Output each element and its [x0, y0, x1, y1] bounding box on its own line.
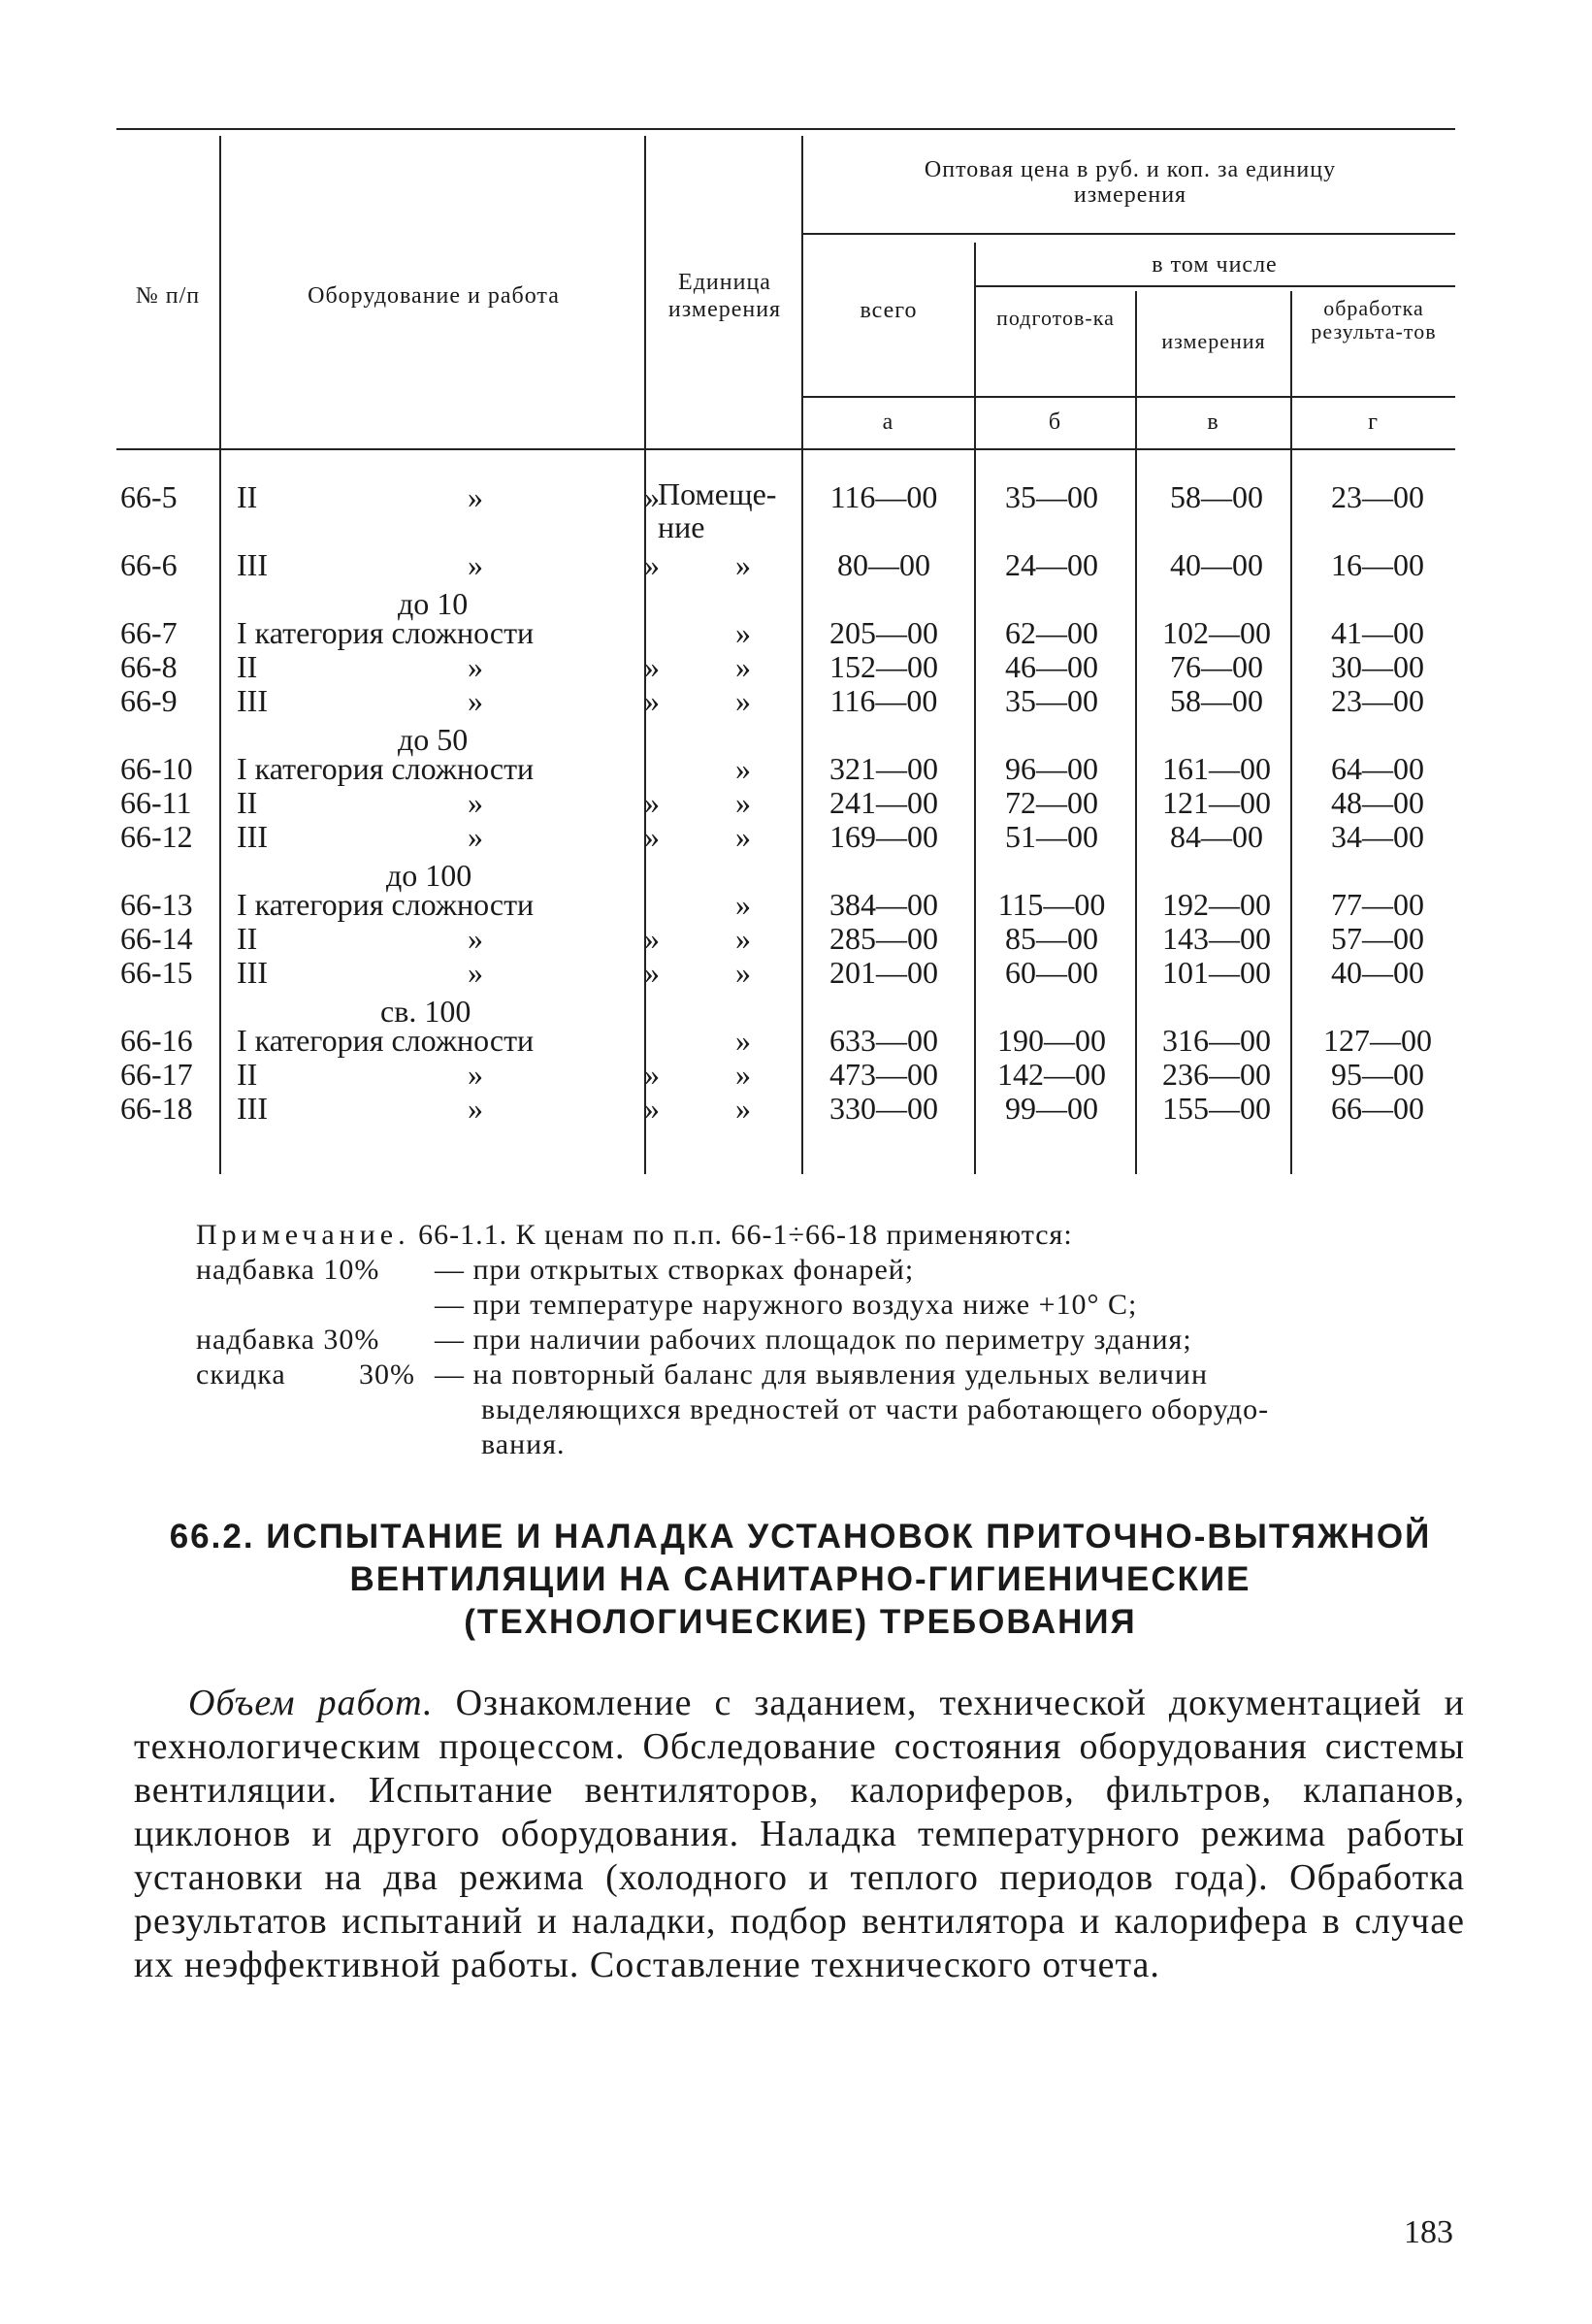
row-category: I категория сложности: [237, 1023, 535, 1058]
row-num: 66-16: [120, 1023, 193, 1058]
price-measure: 101—00: [1162, 955, 1271, 990]
heading-line: (ТЕХНОЛОГИЧЕСКИЕ) ТРЕБОВАНИЯ: [464, 1603, 1137, 1641]
note-line: [196, 1323, 1486, 1358]
ditto-mark: »: [644, 479, 660, 514]
price-measure: 192—00: [1162, 887, 1271, 922]
ditto-mark: »: [468, 955, 483, 990]
group-heading: до 10: [398, 586, 469, 621]
row-num: 66-7: [120, 615, 178, 650]
note-line: [196, 1288, 1486, 1323]
price-measure: 316—00: [1162, 1023, 1271, 1058]
ditto-mark: »: [468, 683, 483, 718]
row-num: 66-8: [120, 649, 178, 684]
price-prep: 51—00: [1005, 819, 1098, 854]
unit-cell: »: [735, 751, 751, 786]
price-processing: 23—00: [1331, 479, 1424, 514]
header-prep: подготов-ка: [996, 306, 1115, 330]
ditto-mark: »: [644, 547, 660, 582]
note-text: — при наличии рабочих площадок по периметру здания;: [435, 1324, 1192, 1356]
price-measure: 155—00: [1162, 1091, 1271, 1126]
row-num: 66-9: [120, 683, 178, 718]
price-total: 201—00: [829, 955, 938, 990]
row-num: 66-11: [120, 785, 192, 820]
price-prep: 60—00: [1005, 955, 1098, 990]
price-processing: 41—00: [1331, 615, 1424, 650]
price-total: 285—00: [829, 921, 938, 956]
category-text: III: [237, 547, 268, 582]
note-label: надбавка 30%: [196, 1324, 380, 1356]
group-heading: св. 100: [380, 994, 471, 1029]
price-measure: 143—00: [1162, 921, 1271, 956]
header-including: в том числе: [1152, 252, 1278, 278]
table-row: [116, 1091, 1455, 1126]
table-row: [116, 1057, 1455, 1092]
price-processing: 66—00: [1331, 1091, 1424, 1126]
note-text: выделяющихся вредностей от части работающего оборудо-: [481, 1393, 1270, 1425]
ditto-mark: »: [468, 479, 483, 514]
price-measure: 102—00: [1162, 615, 1271, 650]
price-processing: 48—00: [1331, 785, 1424, 820]
price-processing: 34—00: [1331, 819, 1424, 854]
unit-cell: »: [735, 887, 751, 922]
row-category: I категория сложности: [237, 887, 535, 922]
price-prep: 142—00: [997, 1057, 1106, 1092]
price-measure: 76—00: [1170, 649, 1263, 684]
table-row: [116, 751, 1455, 786]
unit-cell: »: [735, 785, 751, 820]
category-text: III: [237, 683, 268, 718]
row-num: 66-14: [120, 921, 193, 956]
ditto-mark: »: [468, 819, 483, 854]
ditto-mark: »: [468, 649, 483, 684]
note-label: надбавка 10%: [196, 1254, 380, 1286]
header-letter: б: [1048, 409, 1061, 435]
price-processing: 23—00: [1331, 683, 1424, 718]
row-category: I категория сложности: [237, 751, 535, 786]
ditto-mark: »: [468, 547, 483, 582]
table-row: [116, 479, 1455, 514]
note-text: — при открытых створках фонарей;: [435, 1254, 915, 1286]
header-bottom-rule: [116, 448, 1455, 450]
ditto-mark: »: [644, 683, 660, 718]
price-total: 384—00: [829, 887, 938, 922]
ditto-mark: »: [644, 1057, 660, 1092]
table-row: [116, 683, 1455, 718]
ditto-mark: »: [468, 1091, 483, 1126]
note-label: скидка: [196, 1358, 286, 1391]
price-total: 633—00: [829, 1023, 938, 1058]
price-processing: 57—00: [1331, 921, 1424, 956]
category-text: III: [237, 819, 268, 854]
table-row: [116, 955, 1455, 990]
table-row: [116, 547, 1455, 582]
price-total: 330—00: [829, 1091, 938, 1126]
table-row: [116, 921, 1455, 956]
price-total: 473—00: [829, 1057, 938, 1092]
price-total: 152—00: [829, 649, 938, 684]
body-text: Ознакомление с заданием, технической документацией и технологическим процессом. Обследование состояния оборудования системы вентиляции. Испытание вентиляторов, калориферов, фильтров, клапанов, циклонов и другого оборудования. Наладка температурного режима работы установки на два режима (холодного и теплого периодов года). Обработка результатов испытаний и наладки, подбор вентилятора и калорифера в случае их неэффективной работы. Составление технического отчета.: [134, 1683, 1465, 1985]
price-total: 169—00: [829, 819, 938, 854]
row-num: 66-13: [120, 887, 193, 922]
row-num: 66-17: [120, 1057, 193, 1092]
header-letter: г: [1368, 409, 1378, 435]
row-category: I категория сложности: [237, 615, 535, 650]
price-processing: 16—00: [1331, 547, 1424, 582]
price-prep: 96—00: [1005, 751, 1098, 786]
price-prep: 99—00: [1005, 1091, 1098, 1126]
price-prep: 62—00: [1005, 615, 1098, 650]
section-heading: [146, 1516, 1455, 1644]
row-num: 66-18: [120, 1091, 193, 1126]
price-prep: 35—00: [1005, 479, 1098, 514]
note-intro: 66-1.1. К ценам по п.п. 66-1÷66-18 применяются:: [418, 1219, 1073, 1251]
price-total: 241—00: [829, 785, 938, 820]
unit-cell: »: [735, 649, 751, 684]
price-prep: 24—00: [1005, 547, 1098, 582]
price-processing: 30—00: [1331, 649, 1424, 684]
header-num: № п/п: [135, 283, 201, 309]
unit-cell: »: [735, 1091, 751, 1126]
header-total: всего: [860, 298, 918, 323]
price-measure: 161—00: [1162, 751, 1271, 786]
table-row: [116, 1023, 1455, 1058]
price-total: 116—00: [829, 479, 938, 514]
unit-cell: »: [735, 921, 751, 956]
row-num: 66-15: [120, 955, 193, 990]
header-equipment: Оборудование и работа: [308, 283, 560, 309]
table-row: [116, 819, 1455, 854]
price-total: 205—00: [829, 615, 938, 650]
category-text: III: [237, 1091, 268, 1126]
note-line: [196, 1253, 1486, 1288]
ditto-mark: »: [468, 1057, 483, 1092]
unit-cell: »: [735, 819, 751, 854]
price-processing: 95—00: [1331, 1057, 1424, 1092]
table-note: [196, 1218, 1486, 1462]
price-processing: 64—00: [1331, 751, 1424, 786]
group-heading: до 50: [398, 722, 469, 757]
price-group-rule: [801, 233, 1455, 235]
note-line: [196, 1358, 1486, 1392]
row-category: [237, 479, 761, 514]
price-table: [116, 128, 1455, 1176]
price-processing: 127—00: [1323, 1023, 1432, 1058]
ditto-mark: »: [468, 921, 483, 956]
ditto-mark: »: [644, 649, 660, 684]
header-letter: а: [882, 409, 893, 435]
group-heading: до 100: [386, 858, 472, 893]
ditto-mark: »: [644, 921, 660, 956]
note-title: Примечание.: [196, 1219, 410, 1251]
unit-cell: »: [735, 547, 751, 582]
unit-cell: Помеще-ние: [658, 476, 777, 544]
table-top-rule: [116, 128, 1455, 130]
price-prep: 35—00: [1005, 683, 1098, 718]
ditto-mark: »: [644, 955, 660, 990]
category-text: II: [237, 785, 258, 820]
letters-rule: [801, 396, 1455, 398]
category-text: II: [237, 649, 258, 684]
price-measure: 58—00: [1170, 683, 1263, 718]
category-text: II: [237, 921, 258, 956]
price-measure: 84—00: [1170, 819, 1263, 854]
unit-cell: »: [735, 955, 751, 990]
price-total: 116—00: [829, 683, 938, 718]
ditto-mark: »: [644, 785, 660, 820]
unit-cell: »: [735, 1057, 751, 1092]
category-text: II: [237, 1057, 258, 1092]
note-text: — на повторный баланс для выявления удельных величин: [435, 1358, 1209, 1391]
unit-cell: »: [735, 615, 751, 650]
price-total: 80—00: [837, 547, 930, 582]
price-prep: 85—00: [1005, 921, 1098, 956]
heading-line: ВЕНТИЛЯЦИИ НА САНИТАРНО-ГИГИЕНИЧЕСКИЕ: [349, 1560, 1251, 1598]
header-unit: Единица измерения: [667, 270, 782, 322]
body-paragraph: [134, 1682, 1465, 1987]
price-measure: 58—00: [1170, 479, 1263, 514]
price-prep: 115—00: [997, 887, 1106, 922]
table-row: [116, 887, 1455, 922]
unit-cell: »: [735, 683, 751, 718]
price-prep: 72—00: [1005, 785, 1098, 820]
price-total: 321—00: [829, 751, 938, 786]
ditto-mark: »: [644, 819, 660, 854]
header-processing: обработка результа-тов: [1311, 296, 1437, 344]
row-num: 66-5: [120, 479, 178, 514]
category-text: II: [237, 479, 258, 514]
row-num: 66-12: [120, 819, 193, 854]
header-letter: в: [1207, 409, 1218, 435]
price-measure: 121—00: [1162, 785, 1271, 820]
row-num: 66-6: [120, 547, 178, 582]
note-text: — при температуре наружного воздуха ниже +10° С;: [435, 1289, 1138, 1321]
price-processing: 77—00: [1331, 887, 1424, 922]
heading-line: 66.2. ИСПЫТАНИЕ И НАЛАДКА УСТАНОВОК ПРИТОЧНО-ВЫТЯЖНОЙ: [169, 1518, 1432, 1555]
table-row: [116, 785, 1455, 820]
lead-phrase: Объем работ.: [188, 1683, 434, 1723]
page-number: 183: [1404, 2214, 1453, 2250]
table-row: [116, 649, 1455, 684]
table-row: [116, 615, 1455, 650]
ditto-mark: »: [644, 1091, 660, 1126]
ditto-mark: »: [468, 785, 483, 820]
note-line: [196, 1427, 1486, 1462]
header-price-group: Оптовая цена в руб. и коп. за единицу измерения: [924, 157, 1337, 208]
header-measure: измерения: [1161, 329, 1266, 353]
price-prep: 46—00: [1005, 649, 1098, 684]
unit-cell: »: [735, 1023, 751, 1058]
note-text: вания.: [481, 1428, 566, 1460]
note-line: [196, 1218, 1486, 1253]
note-line: [196, 1392, 1486, 1427]
note-percent: 30%: [359, 1358, 415, 1391]
price-measure: 40—00: [1170, 547, 1263, 582]
price-prep: 190—00: [997, 1023, 1106, 1058]
category-text: III: [237, 955, 268, 990]
price-measure: 236—00: [1162, 1057, 1271, 1092]
price-processing: 40—00: [1331, 955, 1424, 990]
row-num: 66-10: [120, 751, 193, 786]
including-rule: [974, 285, 1455, 287]
